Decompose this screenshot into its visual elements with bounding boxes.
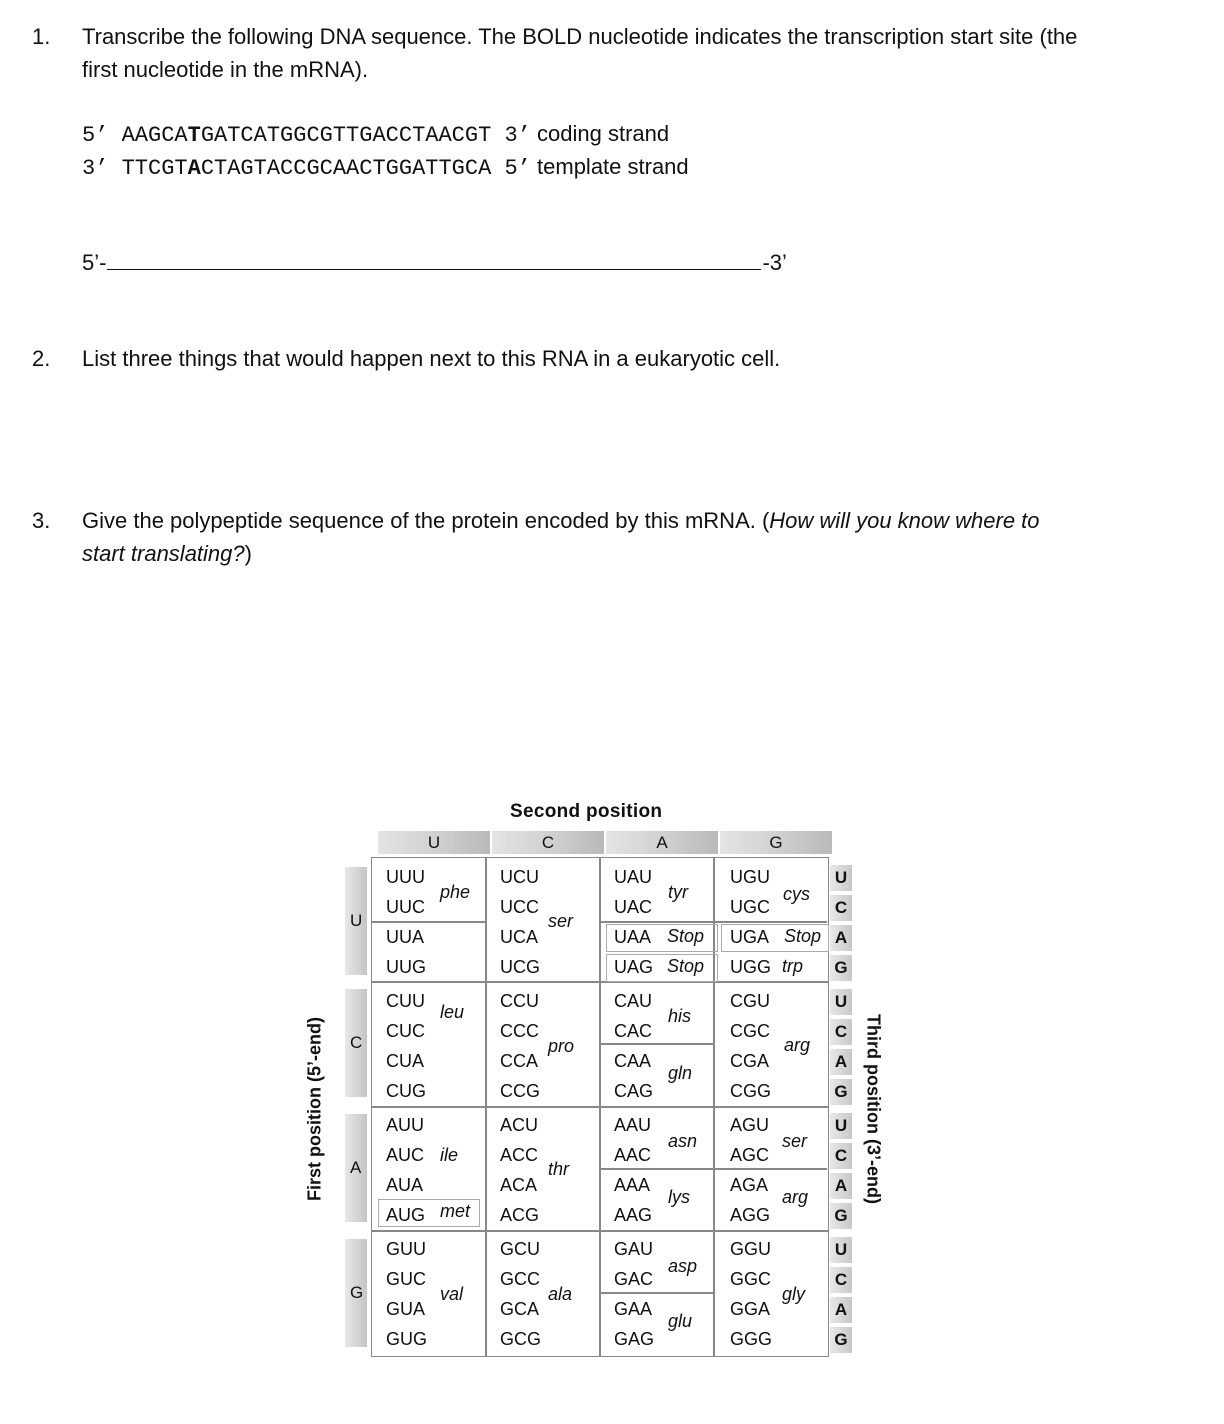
template-strand: [82, 150, 689, 185]
codon-gua: GUA: [386, 1299, 426, 1319]
answer-line[interactable]: [107, 247, 761, 270]
first-pos-c: C: [345, 989, 367, 1097]
amino-acid-arg-12: arg: [784, 1035, 811, 1055]
codon-cug: CUG: [386, 1081, 426, 1101]
codon-guc: GUC: [386, 1269, 426, 1289]
codon-gau: GAU: [614, 1239, 654, 1259]
question-3-number: 3.: [32, 508, 51, 533]
codon-agg: AGG: [730, 1205, 771, 1225]
amino-acid-ile-13: ile: [440, 1145, 459, 1165]
codon-caa: CAA: [614, 1051, 652, 1071]
amino-acid-ala-21: ala: [548, 1284, 573, 1304]
codon-ucu: UCU: [500, 867, 539, 887]
codon-cua: CUA: [386, 1051, 425, 1071]
codon-uuu: UUU: [386, 867, 425, 887]
amino-acid-gln-11: gln: [668, 1063, 693, 1083]
amino-acid-pro-9: pro: [548, 1036, 575, 1056]
codon-aua: AUA: [386, 1175, 424, 1195]
codon-auu: AUU: [386, 1115, 425, 1135]
codon-cuc: CUC: [386, 1021, 425, 1041]
codon-gga: GGA: [730, 1299, 771, 1319]
codon-uuc: UUC: [386, 897, 425, 917]
template-strand-label: template strand: [537, 154, 689, 179]
amino-acid-lys-17: lys: [668, 1187, 690, 1207]
codon-uag: UAG: [614, 957, 654, 977]
codon-cag: CAG: [614, 1081, 654, 1101]
third-pos-a-a: A: [830, 1173, 852, 1199]
codon-gag: GAG: [614, 1329, 655, 1349]
amino-acid-his-10: his: [668, 1006, 692, 1026]
amino-acid-asp-22: asp: [668, 1256, 698, 1276]
codon-gcg: GCG: [500, 1329, 542, 1349]
second-header-c: C: [492, 831, 604, 854]
codon-ugc: UGC: [730, 897, 770, 917]
answer-blank[interactable]: [82, 247, 787, 276]
codon-ggu: GGU: [730, 1239, 772, 1259]
coding-strand: [82, 117, 669, 152]
codon-aaa: AAA: [614, 1175, 651, 1195]
codon-aca: ACA: [500, 1175, 538, 1195]
codon-cgu: CGU: [730, 991, 770, 1011]
coding-start-site: T: [187, 123, 201, 148]
amino-acid-gly-24: gly: [782, 1284, 806, 1304]
amino-acid-val-20: val: [440, 1284, 464, 1304]
amino-acid-phe-0: phe: [440, 882, 471, 902]
third-pos-g-g: G: [830, 1327, 852, 1353]
third-pos-u-c: C: [830, 895, 852, 921]
question-3-italic-line2: start translating?: [82, 541, 245, 566]
question-1-line1: Transcribe the following DNA sequence. The BOLD nucleotide indicates the transcription start site (the: [82, 24, 1078, 49]
highlight-box: [606, 924, 718, 952]
template-start-site: A: [187, 156, 201, 181]
coding-strand-label: coding strand: [537, 121, 670, 146]
second-header-g: G: [720, 831, 832, 854]
third-position-label: Third position (3’-end): [863, 1014, 884, 1204]
codon-cgg: CGG: [730, 1081, 772, 1101]
amino-acid-stop-5: Stop: [667, 926, 705, 946]
codon-ccc: CCC: [500, 1021, 539, 1041]
question-2-text: List three things that would happen next to this RNA in a eukaryotic cell.: [82, 346, 781, 371]
blank-5-end: 5’-: [82, 250, 107, 275]
question-3-text: [82, 504, 1192, 570]
codon-uaa: UAA: [614, 927, 652, 947]
first-position-label: First position (5’-end): [304, 1017, 325, 1201]
third-pos-a-c: C: [830, 1143, 852, 1169]
codon-ggc: GGC: [730, 1269, 772, 1289]
third-pos-c-u: U: [830, 989, 852, 1015]
codon-gcu: GCU: [500, 1239, 540, 1259]
codon-ugu: UGU: [730, 867, 770, 887]
codon-aau: AAU: [614, 1115, 652, 1135]
question-1-line2: first nucleotide in the mRNA).: [82, 57, 369, 82]
amino-acid-arg2-19: arg: [782, 1187, 809, 1207]
question-3-close: ): [244, 541, 252, 566]
codon-uac: UAC: [614, 897, 653, 917]
second-position-title: Second position: [510, 801, 663, 822]
amino-acid-cys-4: cys: [783, 884, 810, 904]
codon-agc: AGC: [730, 1145, 770, 1165]
first-pos-u: U: [345, 867, 367, 975]
codon-uua: UUA: [386, 927, 425, 947]
codon-uga: UGA: [730, 927, 770, 947]
question-3-plain: Give the polypeptide sequence of the protein encoded by this mRNA. (: [82, 508, 770, 533]
amino-acid-stop-7: Stop: [784, 926, 822, 946]
codon-uau: UAU: [614, 867, 653, 887]
codon-cuu: CUU: [386, 991, 425, 1011]
question-1-number: 1.: [32, 24, 51, 49]
codon-auc: AUC: [386, 1145, 425, 1165]
codon-cca: CCA: [500, 1051, 539, 1071]
amino-acid-ser-2: ser: [548, 911, 574, 931]
codon-acg: ACG: [500, 1205, 540, 1225]
third-pos-a-g: G: [830, 1203, 852, 1229]
amino-acid-glu-23: glu: [668, 1311, 693, 1331]
third-pos-u-u: U: [830, 865, 852, 891]
codon-gaa: GAA: [614, 1299, 653, 1319]
amino-acid-leu-1: leu: [440, 1002, 465, 1022]
codon-gac: GAC: [614, 1269, 654, 1289]
codon-aag: AAG: [614, 1205, 653, 1225]
codon-cau: CAU: [614, 991, 653, 1011]
coding-seq-start: 5’ AAGCA: [82, 123, 188, 148]
first-pos-a: A: [345, 1114, 367, 1222]
amino-acid-tyr-3: tyr: [668, 882, 688, 902]
second-header-u: U: [378, 831, 490, 854]
codon-cga: CGA: [730, 1051, 770, 1071]
codon-uug: UUG: [386, 957, 426, 977]
codon-gug: GUG: [386, 1329, 428, 1349]
third-pos-g-c: C: [830, 1267, 852, 1293]
question-1-text: [82, 20, 1192, 86]
codon-acc: ACC: [500, 1145, 539, 1165]
codon-uca: UCA: [500, 927, 539, 947]
third-pos-c-a: A: [830, 1049, 852, 1075]
highlight-box: [378, 1199, 480, 1227]
amino-acid-asn-16: asn: [668, 1131, 698, 1151]
highlight-box: [721, 924, 829, 952]
codon-guu: GUU: [386, 1239, 426, 1259]
codon-aga: AGA: [730, 1175, 769, 1195]
third-pos-a-u: U: [830, 1113, 852, 1139]
amino-acid-met-14: met: [440, 1201, 471, 1221]
question-3-italic: How will you know where to: [769, 508, 1040, 533]
codon-gca: GCA: [500, 1299, 540, 1319]
amino-acid-stop-6: Stop: [667, 956, 705, 976]
codon-ccu: CCU: [500, 991, 539, 1011]
codon-agu: AGU: [730, 1115, 770, 1135]
codon-aac: AAC: [614, 1145, 652, 1165]
codon-ucg: UCG: [500, 957, 540, 977]
third-pos-u-g: G: [830, 955, 852, 981]
third-pos-g-a: A: [830, 1297, 852, 1323]
third-pos-g-u: U: [830, 1237, 852, 1263]
template-seq-end: CTAGTACCGCAACTGGATTGCA 5’: [200, 156, 531, 181]
amino-acid-ser2-18: ser: [782, 1131, 808, 1151]
question-2-number: 2.: [32, 346, 51, 371]
second-header-a: A: [606, 831, 718, 854]
amino-acid-thr-15: thr: [548, 1159, 570, 1179]
first-pos-g: G: [345, 1239, 367, 1347]
codon-ggg: GGG: [730, 1329, 773, 1349]
blank-3-end: -3’: [762, 250, 787, 275]
codon-table: [300, 795, 900, 1375]
third-pos-c-c: C: [830, 1019, 852, 1045]
codon-ucc: UCC: [500, 897, 539, 917]
coding-seq-end: GATCATGGCGTTGACCTAACGT 3’: [200, 123, 531, 148]
codon-gcc: GCC: [500, 1269, 540, 1289]
highlight-box: [606, 954, 718, 982]
amino-acid-trp-8: trp: [782, 956, 804, 976]
codon-cgc: CGC: [730, 1021, 770, 1041]
third-pos-c-g: G: [830, 1079, 852, 1105]
codon-ccg: CCG: [500, 1081, 540, 1101]
third-pos-u-a: A: [830, 925, 852, 951]
codon-aug: AUG: [386, 1205, 426, 1225]
codon-cac: CAC: [614, 1021, 653, 1041]
template-seq-start: 3’ TTCGT: [82, 156, 188, 181]
codon-ugg: UGG: [730, 957, 772, 977]
codon-acu: ACU: [500, 1115, 539, 1135]
